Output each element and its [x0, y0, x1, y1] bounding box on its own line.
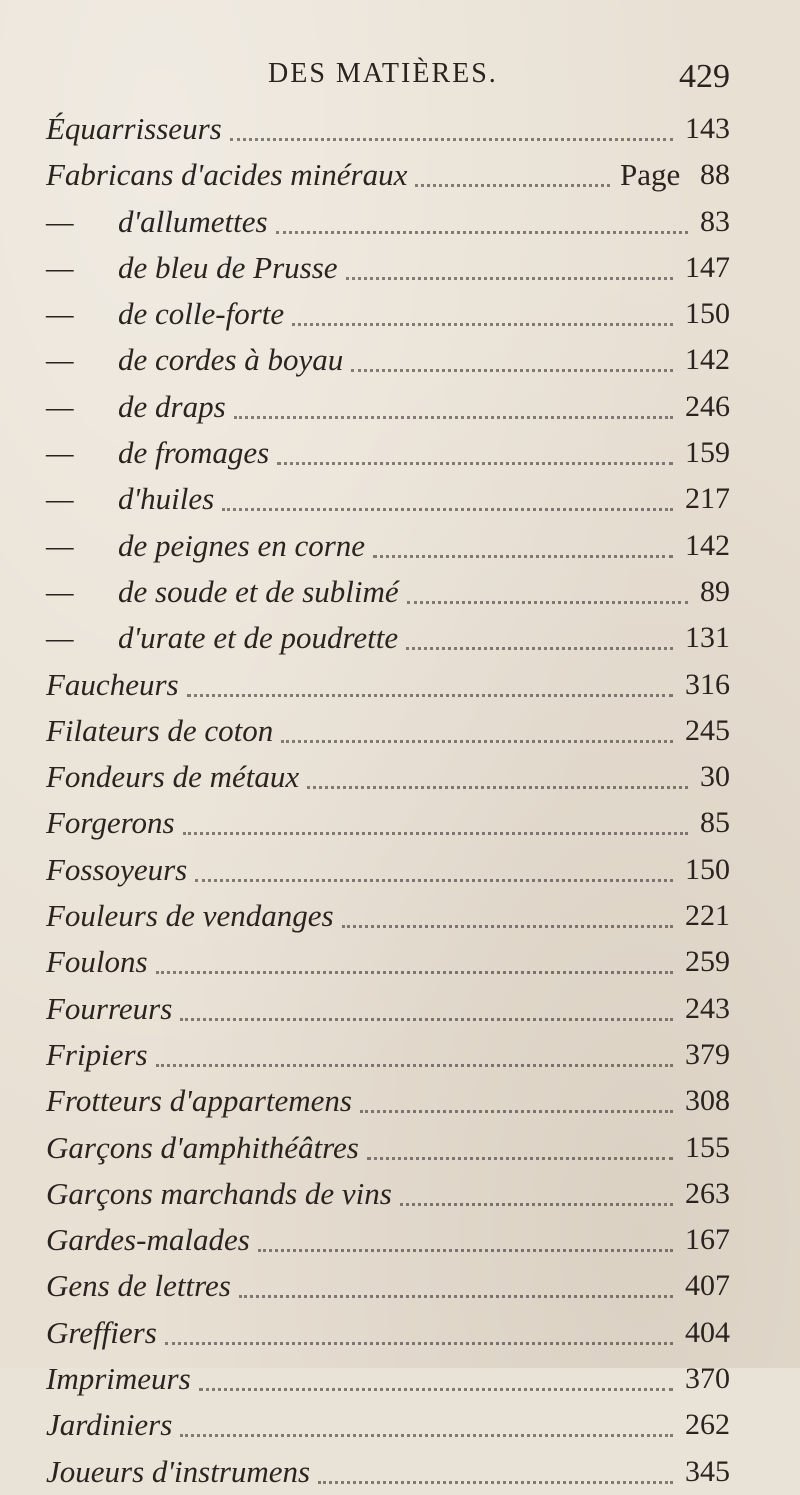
entry-page-number: 245: [685, 713, 730, 747]
dot-leader: [165, 1296, 673, 1345]
index-entry: [0, 569, 800, 615]
dot-leader: [281, 694, 673, 743]
entry-page-number: 316: [685, 667, 730, 701]
dot-leader: [292, 277, 673, 326]
entry-page-number: 243: [685, 991, 730, 1025]
entry-label: d'allumettes: [118, 203, 268, 239]
entry-label: Fondeurs de métaux: [46, 759, 300, 795]
entry-page-number: 142: [685, 343, 730, 377]
entry-label: d'urate et de poudrette: [118, 620, 399, 656]
dot-leader: [222, 462, 673, 511]
dot-leader: [373, 509, 673, 558]
entry-label: Greffiers: [46, 1314, 157, 1350]
index-entries: [0, 106, 800, 1495]
ditto-dash: —: [46, 342, 74, 378]
entry-label: Gardes-malades: [46, 1222, 250, 1258]
dot-leader: [342, 879, 673, 928]
dot-leader: [195, 833, 673, 882]
dot-leader: [239, 1249, 673, 1298]
ditto-dash: —: [46, 527, 74, 563]
entry-page-number: 83: [700, 204, 730, 238]
dot-leader: [276, 185, 688, 234]
entry-label: de colle-forte: [118, 296, 285, 332]
entry-label: Équarrisseurs: [46, 111, 222, 146]
dot-leader: [258, 1203, 673, 1252]
ditto-dash: —: [46, 573, 74, 609]
index-entry: [0, 106, 800, 152]
dot-leader: [277, 416, 673, 465]
entry-label: Jardiniers: [46, 1407, 173, 1443]
dot-leader: [156, 925, 673, 974]
entry-label: Foulons: [46, 944, 148, 980]
entry-label: Joueurs d'instrumens: [46, 1453, 311, 1489]
dot-leader: [156, 1018, 673, 1067]
dot-leader: [346, 231, 673, 280]
entry-label: Filateurs de coton: [46, 712, 274, 748]
running-head: DES MATIÈRES.: [268, 58, 498, 89]
ditto-dash: —: [46, 620, 74, 656]
ditto-dash: —: [46, 481, 74, 517]
dot-leader: [180, 972, 673, 1021]
dot-leader: [360, 1064, 673, 1113]
dot-leader: [415, 138, 610, 187]
dot-leader: [407, 555, 688, 604]
entry-label: Frotteurs d'appartemens: [46, 1083, 352, 1119]
entry-label: Fossoyeurs: [46, 851, 188, 887]
entry-label: Faucheurs: [46, 666, 179, 702]
dot-leader: [318, 1435, 673, 1484]
dot-leader: [234, 370, 673, 419]
entry-page-number: 85: [700, 806, 730, 840]
dot-leader: [400, 1157, 673, 1206]
entry-label: Garçons marchands de vins: [46, 1175, 392, 1211]
entry-page-number: 407: [685, 1269, 730, 1303]
ditto-dash: —: [46, 249, 74, 285]
entry-page-number: 379: [685, 1037, 730, 1071]
entry-page-number: 308: [685, 1084, 730, 1118]
dot-leader: [406, 601, 673, 650]
entry-page-number: 88: [700, 158, 730, 192]
page-number: 429: [679, 58, 730, 95]
entry-page-number: 150: [685, 852, 730, 886]
entry-label: de soude et de sublimé: [118, 573, 399, 609]
ditto-dash: —: [46, 203, 74, 239]
page-word: Page: [620, 157, 681, 193]
dot-leader: [367, 1111, 673, 1160]
entry-page-number: 259: [685, 945, 730, 979]
entry-label: Imprimeurs: [46, 1361, 191, 1397]
entry-label: d'huiles: [118, 481, 215, 517]
entry-label: Fabricans d'acides minéraux: [46, 157, 408, 193]
entry-page-number: 147: [685, 250, 730, 284]
ditto-dash: —: [46, 388, 74, 424]
entry-label: Fourreurs: [46, 990, 173, 1026]
dot-leader: [180, 1388, 673, 1437]
entry-page-number: 217: [685, 482, 730, 516]
entry-page-number: 143: [685, 112, 730, 145]
entry-page-number: 262: [685, 1408, 730, 1442]
entry-page-number: 30: [700, 760, 730, 794]
entry-label: Garçons d'amphithéâtres: [46, 1129, 359, 1165]
entry-page-number: 159: [685, 436, 730, 470]
index-entry: [0, 1449, 800, 1495]
ditto-dash: —: [46, 435, 74, 471]
entry-page-number: 131: [685, 621, 730, 655]
entry-label: de peignes en corne: [118, 527, 366, 563]
entry-page-number: 345: [685, 1454, 730, 1488]
dot-leader: [199, 1342, 673, 1391]
entry-page-number: 221: [685, 899, 730, 933]
dot-leader: [307, 740, 688, 789]
entry-label: de draps: [118, 388, 226, 424]
entry-page-number: 370: [685, 1362, 730, 1396]
entry-page-number: 142: [685, 528, 730, 562]
entry-page-number: 89: [700, 574, 730, 608]
entry-label: Forgerons: [46, 805, 175, 841]
entry-label: Gens de lettres: [46, 1268, 231, 1304]
dot-leader: [187, 648, 673, 697]
entry-page-number: 167: [685, 1223, 730, 1257]
entry-page-number: 246: [685, 389, 730, 423]
entry-page-number: 150: [685, 297, 730, 331]
entry-page-number: 404: [685, 1315, 730, 1349]
entry-label: de bleu de Prusse: [118, 249, 338, 285]
ditto-dash: —: [46, 296, 74, 332]
entry-label: Fouleurs de vendanges: [46, 898, 334, 934]
dot-leader: [230, 92, 673, 141]
entry-page-number: 155: [685, 1130, 730, 1164]
entry-label: Fripiers: [46, 1036, 148, 1072]
entry-label: de cordes à boyau: [118, 342, 344, 378]
dot-leader: [351, 323, 673, 372]
entry-page-number: 263: [685, 1176, 730, 1210]
dot-leader: [183, 786, 688, 835]
entry-label: de fromages: [118, 435, 270, 471]
